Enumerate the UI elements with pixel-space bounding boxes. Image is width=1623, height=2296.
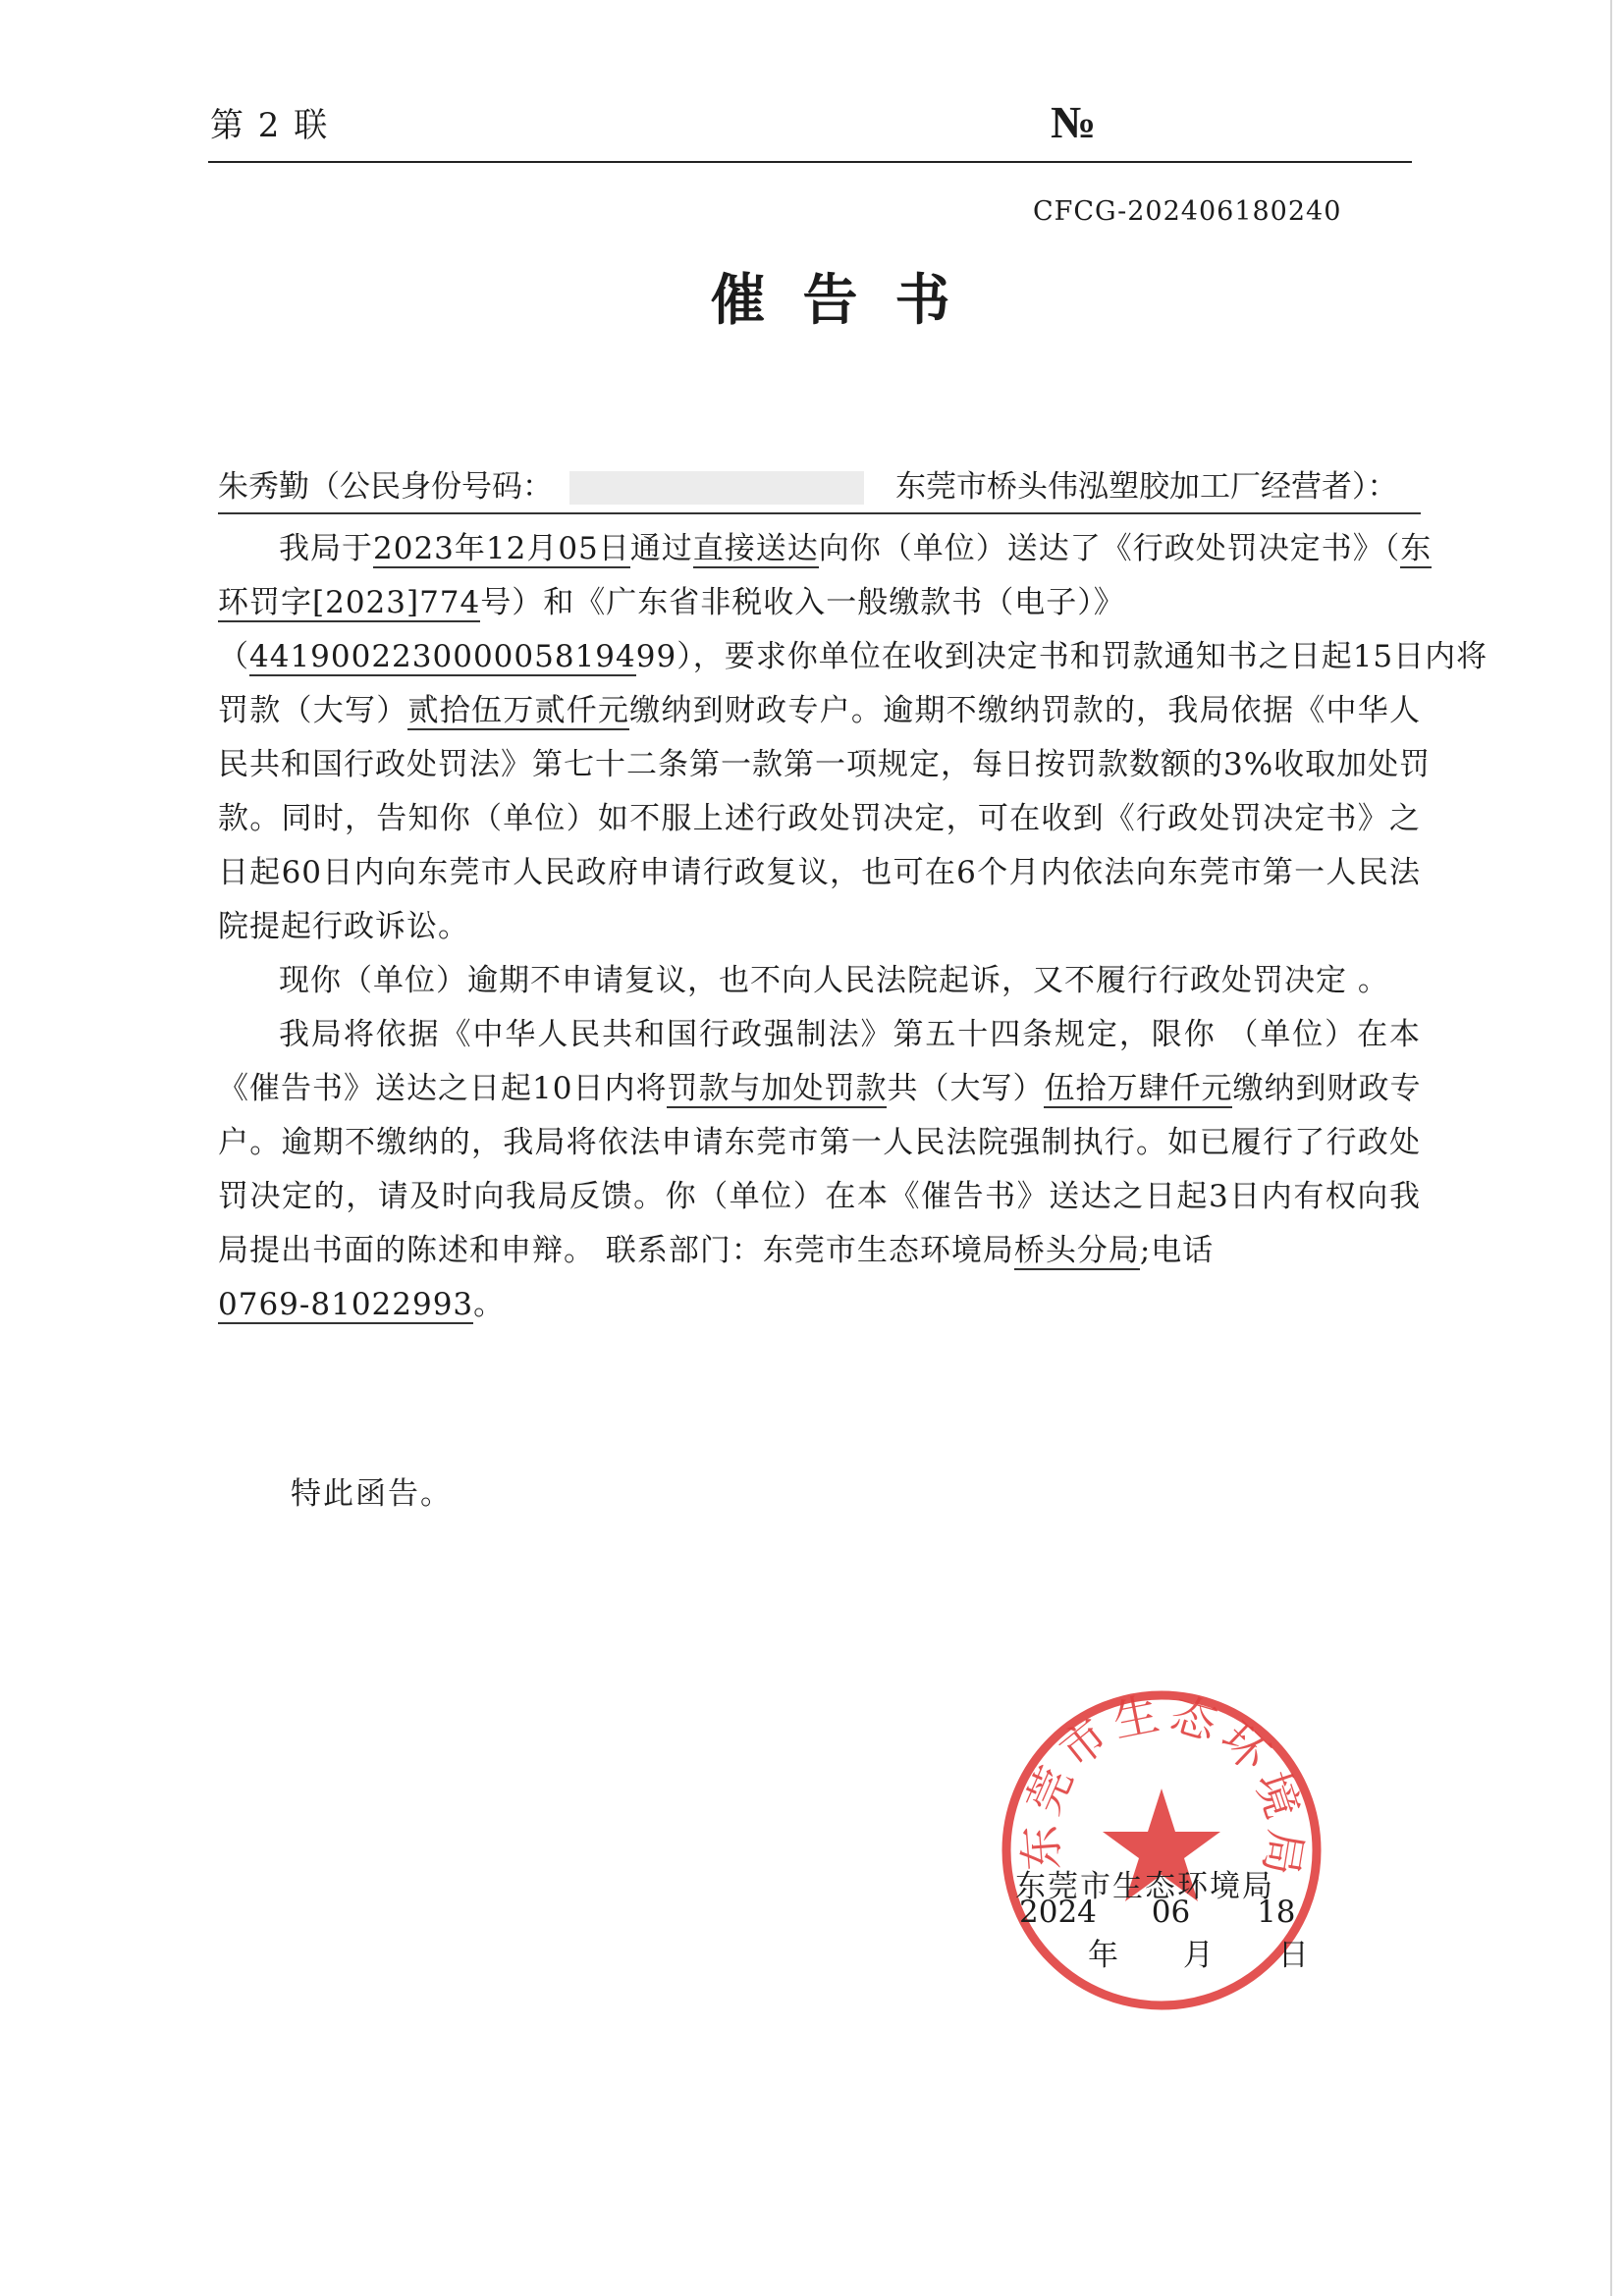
addressee-line xyxy=(218,461,1421,514)
body-line xyxy=(218,1278,1421,1332)
text-run: 向你（单位）送达了《行政处罚决定书》（ xyxy=(818,531,1401,566)
decision-ref: 环罚字[2023]774 xyxy=(218,585,481,620)
delivery-date: 2023年12月05日 xyxy=(373,531,630,566)
text-run: 我局于 xyxy=(279,531,373,566)
body-line xyxy=(218,684,1421,738)
text-run: 通过 xyxy=(629,531,693,566)
document-body xyxy=(218,522,1488,1332)
text-run: 局提出书面的陈述和申辩。 联系部门：东莞市生态环境局 xyxy=(218,1233,1014,1268)
text-run: 缴纳到财政专户。逾期不缴纳罚款的，我局依据《中华人 xyxy=(629,693,1422,728)
body-line xyxy=(218,576,1421,630)
month-label: 月 xyxy=(1182,1938,1214,1973)
body-line: 日起60日内向东莞市人民政府申请行政复议，也可在6个月内依法向东莞市第一人民法 xyxy=(218,855,1421,890)
sign-day: 18 xyxy=(1257,1895,1296,1930)
total-amount: 伍拾万肆仟元 xyxy=(1044,1071,1233,1106)
body-line: 款。同时，告知你（单位）如不服上述行政处罚决定，可在收到《行政处罚决定书》之 xyxy=(218,801,1421,836)
contact-department: 桥头分局 xyxy=(1013,1233,1140,1268)
body-line xyxy=(218,522,1433,576)
numero-sign: № xyxy=(1051,97,1097,147)
copy-number-label: 第 2 联 xyxy=(210,106,330,145)
text-run: （ xyxy=(218,639,249,674)
year-label: 年 xyxy=(1088,1938,1118,1973)
signing-date-labels xyxy=(1088,1930,1309,1974)
contact-phone: 0769-81022993 xyxy=(218,1287,474,1322)
body-line xyxy=(218,630,1488,684)
document-title: 催告书 xyxy=(710,268,988,333)
fine-amount: 贰拾伍万贰仟元 xyxy=(407,693,630,728)
text-run: 缴纳到财政专 xyxy=(1232,1071,1422,1106)
addressee-company: 东莞市桥头伟泓塑胶加工厂经营者）： xyxy=(895,469,1398,505)
body-line: 罚决定的，请及时向我局反馈。你（单位）在本《催告书》送达之日起3日内有权向我 xyxy=(218,1179,1421,1214)
scan-edge-line xyxy=(1610,0,1612,2296)
text-run: ，要求你单位在收到决定书和罚款通知书之日起15日内将 xyxy=(692,639,1488,674)
day-label: 日 xyxy=(1277,1938,1309,1973)
text-run: 99） xyxy=(635,639,693,674)
signing-date xyxy=(1019,1895,1296,1930)
document-code: CFCG-202406180240 xyxy=(1033,196,1342,227)
delivery-method: 直接送达 xyxy=(692,531,819,566)
seal-text-path: 东莞市生态环境局 xyxy=(1012,1688,1314,1886)
closing-remark: 特此函告。 xyxy=(291,1476,453,1512)
text-run: 《催告书》送达之日起10日内将 xyxy=(218,1071,668,1106)
sign-month: 06 xyxy=(1151,1895,1191,1930)
body-line: 院提起行政诉讼。 xyxy=(218,909,469,944)
text-run: 罚款（大写） xyxy=(218,693,408,728)
payment-number: 4419002230000058194 xyxy=(249,639,636,674)
body-line xyxy=(218,1224,1421,1278)
signing-organization: 东莞市生态环境局 xyxy=(1015,1869,1274,1904)
sign-year: 2024 xyxy=(1019,1895,1097,1930)
redacted-id-number xyxy=(569,471,864,505)
penalty-label: 罚款与加处罚款 xyxy=(667,1071,888,1106)
decision-ref: 东 xyxy=(1400,531,1433,566)
addressee-name: 朱秀勤（公民身份号码： xyxy=(218,469,553,505)
text-run: 。 xyxy=(473,1287,506,1322)
header-rule xyxy=(208,161,1412,163)
body-line: 现你（单位）逾期不申请复议，也不向人民法院起诉，又不履行行政处罚决定 。 xyxy=(279,963,1389,998)
body-line: 民共和国行政处罚法》第七十二条第一款第一项规定，每日按罚款数额的3%收取加处罚 xyxy=(218,747,1432,782)
body-line: 我局将依据《中华人民共和国行政强制法》第五十四条规定，限你 （单位）在本 xyxy=(279,1017,1421,1052)
body-line xyxy=(218,1062,1421,1116)
text-run: 号）和《广东省非税收入一般缴款书（电子）》 xyxy=(480,585,1125,620)
text-run: ;电话 xyxy=(1139,1233,1215,1268)
text-run: 共（大写） xyxy=(887,1071,1045,1106)
body-line: 户。逾期不缴纳的，我局将依法申请东莞市第一人民法院强制执行。如已履行了行政处 xyxy=(218,1125,1421,1160)
